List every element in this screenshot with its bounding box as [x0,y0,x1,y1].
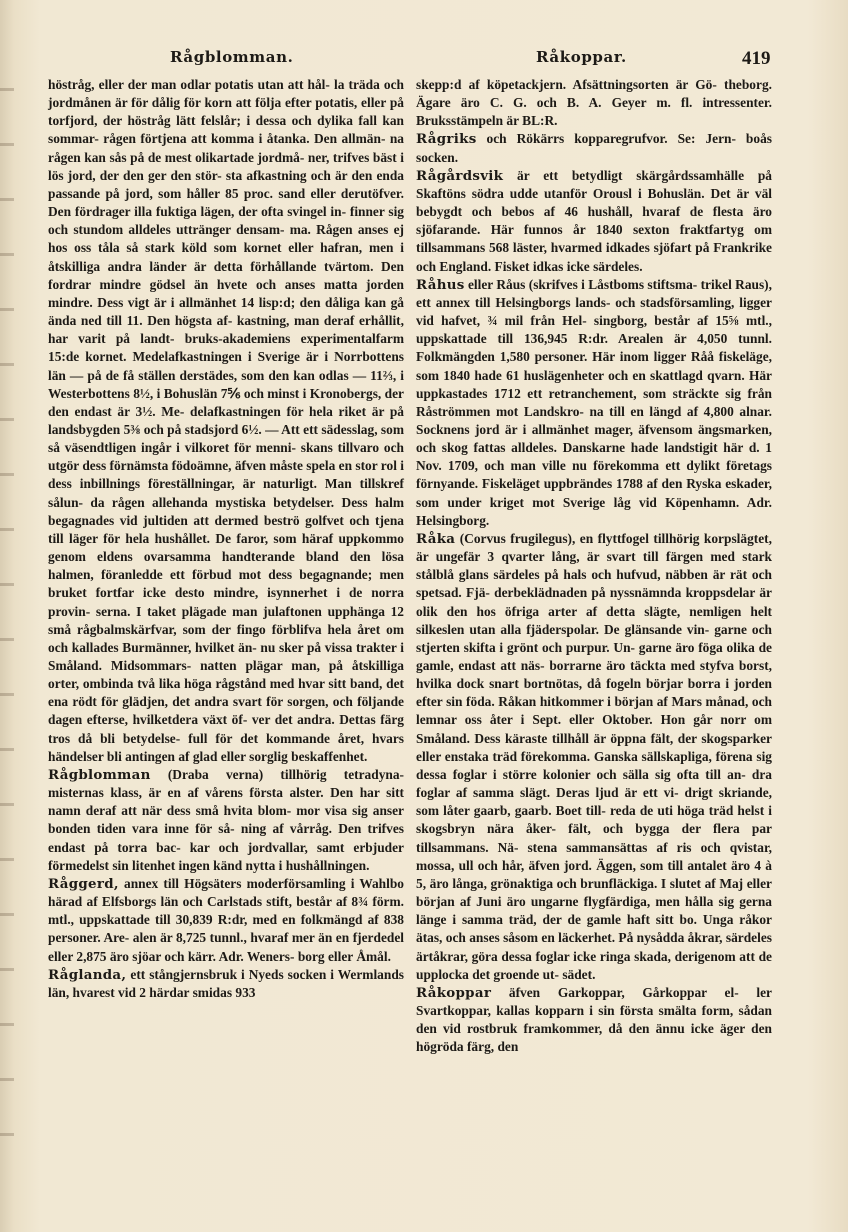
entry-text: skepp:d af köpetackjern. Afsättningsorten är Gö- theborg. Ägare äro C. G. och B. A. Geyer m. fl. intressenter. Bruksstämpeln är BL:R. [416,77,772,129]
entry-text: annex till Högsäters moderförsamling i Wahlbo härad af Elfsborgs län och Carlstads stift, består af 8¾ förm. mtl., uppskattade till 30,839 R:dr, med en folkmängd af 838 personer. Are- alen är 8,725 tunnl., hvaraf mer än en fjerdedel eller 2,875 äro sjöar och kärr. Adr. Weners- borg eller Åmål. [48,875,404,964]
entry-text: äfven Garkoppar, Gårkoppar el- ler Svartkoppar, kallas kopparn i sin första smälta form, sådan den vid rostbruk framkommer, då den ännu icke äger den högröda färg, den [416,984,772,1055]
entry-headword: Råkoppar [416,984,492,1001]
running-header [58,48,774,72]
entry-headword: Råglanda, [48,966,127,983]
entry-paragraph [416,76,772,130]
right-column [416,76,772,1056]
entry-paragraph [416,276,772,530]
entry-paragraph [48,966,404,1002]
entry-paragraph [48,766,404,875]
entry-text: (Corvus frugilegus), en flyttfogel tillhörig korpslägtet, är ungefär 3 qvarter lång, är svart till färgen med stark stålblå glans särdeles på hals och hufvud, näbben är rät och spetsad. Fjä- derbeklädnaden på nyssnämnda kroppsdelar är olik den hos öfriga arter af detta slägte, nemligen helt silkeslen utan alla fjäderspolar. De glänsande vin- garne och stjerten skifta i grönt och purpur. Un- garne äro föga olika de gamle, endast att näs- borrarne äro täckta med styfva borst, hvilka dock snart bortnötas, då fogeln börjar borra i jorden efter sin föda. Råkan hitkommer i början af Mars månad, och lemnar oss åter i Sept. eller Oktober. Hon går norr om Småland. Dess käraste tillhåll är öppna fält, der skogsparker eller enstaka träd förekomma. Ganska sällskapliga, förena sig dessa foglar i större kolonier och sälla sig ofta till an- dra foglar af samma slägt. Deras ljud är ett vi- drigt skriande, som låter gaarb, gaarb. Boet till- reda de uti höga träd helst i skogsbryn nära åker- fält, och bygga der flera par tillsammans. Nä- stena sammansättas af ris och qvistar, mossa, ull och hår, äfven jord. Äggen, som till antalet äro 4 à 5, äro långa, grönaktiga och brunfläckiga. I slutet af Maj eller början af Juni äro ungarne flygfärdiga, men hålla sig gerna länge i samma träd, der de gamle haft sitt bo. Unga råkor ätas, och anses såsom en läckerhet. På nysådda åkrar, särdeles ärtåkrar, göra dessa foglar icke ringa skada, derigenom att de upplocka det groende ut- sädet. [416,530,772,982]
entry-headword: Råggerd, [48,875,119,892]
entry-paragraph [416,984,772,1057]
entry-text: eller Råus (skrifves i Låstboms stiftsma- trikel Raus), ett annex till Helsingborgs lands- och stadsförsamling, ligger vid hafvet, ¾ mil från Hel- singborg, består af 15⅝ mtl., uppskattade till 136,945 R:dr. Arealen är 4,050 tunnl. Folkmängden 1,580 personer. Här inom ligger Råå fiskeläge, som 1840 hade 61 huslägenheter och en skattlagd qvarn. Här uppkastades 1712 ett retranchement, som sträckte sig från Råströmmen mot Landskro- na till en längd af 4,800 alnar. Socknens jord är i allmänhet mager, äfvensom ängsmarken, och skog fattas alldeles. Danskarne hade landstigit här d. 1 Nov. 1709, och man ville nu förekomma ett dylikt företags förnyande. Fiskeläget uppbrändes 1788 af den Ryska eskader, som under kriget mot Sverige låg vid Köpenhamn. Adr. Helsingborg. [416,276,772,528]
entry-headword: Råhus [416,276,465,293]
entry-paragraph [416,167,772,276]
entry-paragraph [48,875,404,966]
entry-text: och Rökärrs kopparegrufvor. Se: Jern- boås socken. [416,131,772,165]
entry-text: (Draba verna) tillhörig tetradyna- misternas klass, är en af vårens första alster. Den har sitt namn deraf att när dess små hvita blom- mor visa sig anser bonden tiden vara inne för så- ning af vårråg. Den trifves endast på torra bac- kar och jordvallar, samt erbjuder förmedelst sin litenhet ingen känd nytta i hushållningen. [48,766,404,873]
header-left-keyword: Rågblomman. [170,48,294,66]
entry-paragraph [48,76,404,766]
binding-gutter [0,60,14,1160]
entry-headword: Rågblomman [48,766,151,783]
left-column [48,76,404,1002]
header-right-keyword: Råkoppar. [536,48,627,66]
entry-text: är ett betydligt skärgårdssamhälle på Skaftöns södra udde utanför Orousl i Bohuslän. Det är väl bebygdt och bebos af 46 hushåll, hvaraf de flesta äro sjöfarande. Här funnos år 1840 sexton fraktfartyg om tillsammans 568 läster, hvarmed idkades sjöfart på Frankrike och England. Fisket idkas icke särdeles. [416,167,772,274]
entry-text: höstråg, eller der man odlar potatis utan att hål- la träda och jordmånen är för dålig för korn att följa efter potatis, eller på torfjord, der höstråg lätt felslår; i dessa och dylika fall kan sommar- rågen förtjena att komma i åtanka. Den allmän- na rågen kan sås på de mest olikartade jordmå- ner, trifves bäst i lös jord, der den ger den stör- sta afkastning och är den enda passande på jord, som håller 85 proc. sand eller derutöfver. Den fördrager illa fuktiga lägen, der ofta svingel in- finner sig och stundom alldeles uttränger densam- ma. Rågen anses ej hos oss tåla så stark köld som kornet eller hafran, men i åtskilliga andra länder är detta förhållande tvärtom. Den fordrar mindre gödsel än hvete och anses matta jorden mindre. Dess vigt är i allmänhet 14 lisp:d; den dåliga kan gå ända ned till 11. Den högsta af- kastning, man deraf erhållit, har varit på landt- bruks-akademiens experimentalfarm 15:de kornet. Medelafkastningen i Sverige är i Norrbottens län — på de få ställen derstädes, som den kan odlas — 11⅔, i Westerbottens 8½, i Bohuslän 7⅚ och minst i Kronobergs, der den endast är 3½. Me- delafkastningen för hela riket är på landsbygden 5⅜ och på stadsjord 6½. — Att ett sädesslag, som så väsendtligen ingår i vilkoret för menni- skans tillvaro och utgör dess förnämsta födoämne, äfven måste spela en stor rol i dess inbillnings föreställningar, är naturligt. Man tillskref sålun- da rågen allehanda mystiska betydelser. Dess halm begagnades vid jultiden att dermed beströ golfvet och tjena till läger för hela hushållet. De faror, som häraf uppkommo genom eldens ovarsamma handterande bland den lösa halmen, föranledde ett förbud mot dess begagnande; men bruket fortfar icke desto mindre, isynnerhet i de norra provin- serna. I taket plägade man julaftonen upphänga 12 små rågbalmskärfvar, som der fingo förblifva hela året om och kallades Burmänner, hvilket än- nu sker på vissa trakter i Småland. Midsommars- natten plägar man, på åtskilliga orter, ombinda två lika höga rågstånd med hvar sitt band, det ena rödt för glädjen, det andra svart för sorgen, och följande dagen efterse, hvilketdera växt öf- ver det andra. Dettas färg tros då bli betydelse- full för det kommande året, hvars händelser bli antingen af glad eller sorglig beskaffenhet. [48,77,404,764]
entry-headword: Rågriks [416,131,477,148]
entry-headword: Råka [416,530,456,547]
entry-headword: Rågårdsvik [416,167,504,184]
entry-text: ett stångjernsbruk i Nyeds socken i Wermlands län, hvarest vid 2 härdar smidas 933 [48,966,404,1000]
page-number: 419 [742,48,771,69]
entry-paragraph [416,130,772,166]
entry-paragraph [416,530,772,984]
